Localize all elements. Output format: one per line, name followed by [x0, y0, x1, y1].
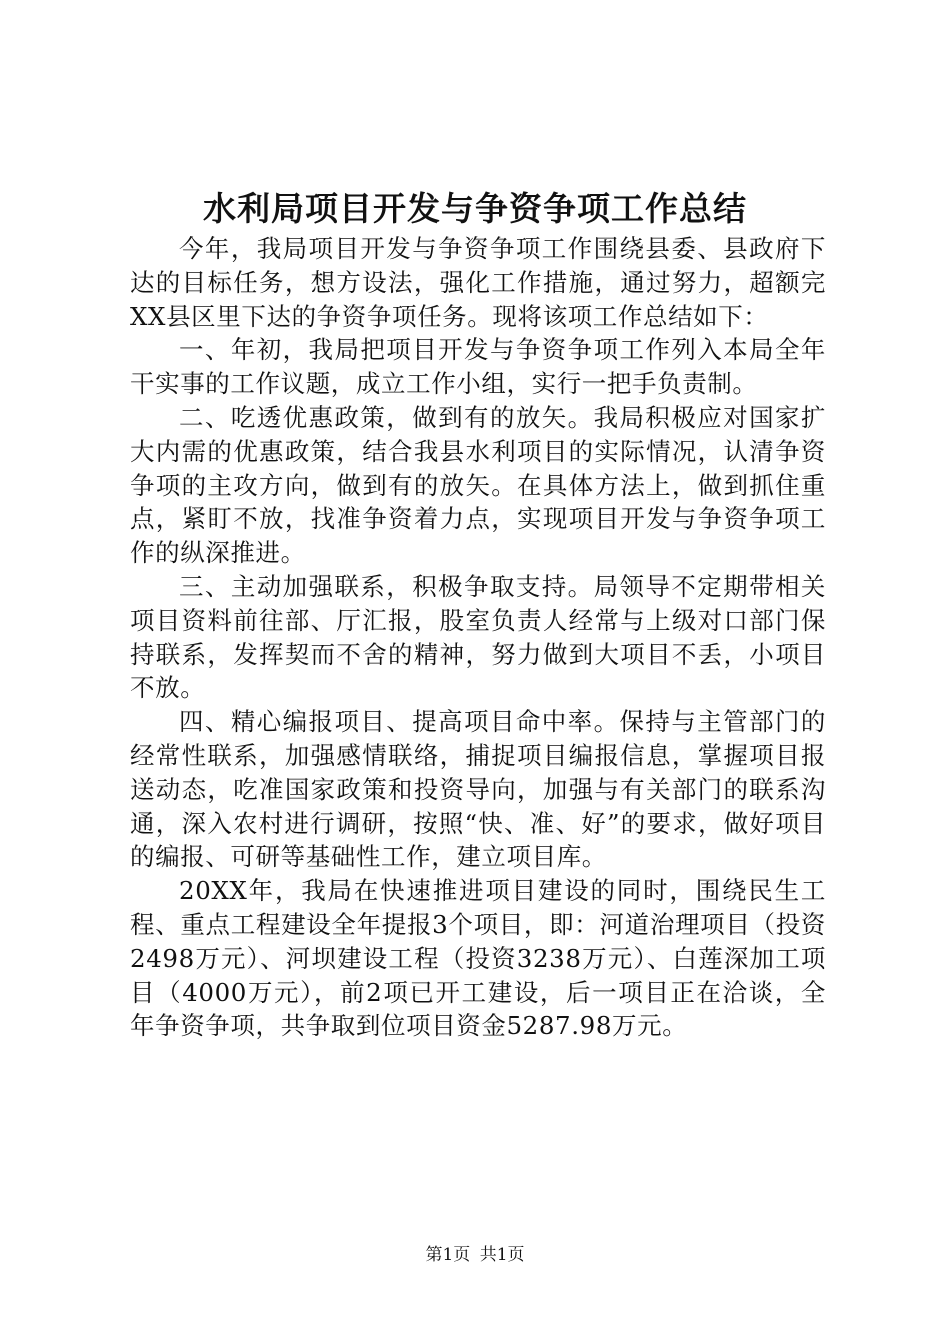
page-number: 第1页	[425, 1245, 471, 1265]
page-footer	[0, 1243, 950, 1267]
page-total: 共1页	[479, 1245, 525, 1265]
paragraph-section-1: 一、年初，我局把项目开发与争资争项工作列入本局全年干实事的工作议题，成立工作小组，实行一把手负责制。	[130, 335, 826, 399]
document-body	[130, 232, 826, 1043]
paragraph-intro: 今年，我局项目开发与争资争项工作围绕县委、县政府下达的目标任务，想方设法，强化工作措施，通过努力，超额完XX县区里下达的争资争项任务。现将该项工作总结如下：	[130, 234, 826, 331]
document-title: 水利局项目开发与争资争项工作总结	[203, 189, 747, 228]
paragraph-section-3: 三、主动加强联系，积极争取支持。局领导不定期带相关项目资料前往部、厅汇报，股室负责人经常与上级对口部门保持联系，发挥契而不舍的精神，努力做到大项目不丢，小项目不放。	[130, 571, 826, 703]
paragraph-summary: 20XX年，我局在快速推进项目建设的同时，围绕民生工程、重点工程建设全年提报3个项目，即：河道治理项目（投资2498万元）、河坝建设工程（投资3238万元）、白莲深加工项目（4000万元），前2项已开工建设，后一项目正在洽谈，全年争资争项，共争取到位项目资金5287.98万元。	[130, 876, 826, 1041]
paragraph-section-2: 二、吃透优惠政策，做到有的放矢。我局积极应对国家扩大内需的优惠政策，结合我县水利项目的实际情况，认清争资争项的主攻方向，做到有的放矢。在具体方法上，做到抓住重点，紧盯不放，找准争资着力点，实现项目开发与争资争项工作的纵深推进。	[130, 402, 826, 568]
paragraph-section-4: 四、精心编报项目、提高项目命中率。保持与主管部门的经常性联系，加强感情联络，捕捉项目编报信息，掌握项目报送动态，吃准国家政策和投资导向，加强与有关部门的联系沟通，深入农村进行调研，按照“快、准、好”的要求，做好项目的编报、可研等基础性工作，建立项目库。	[130, 707, 826, 872]
